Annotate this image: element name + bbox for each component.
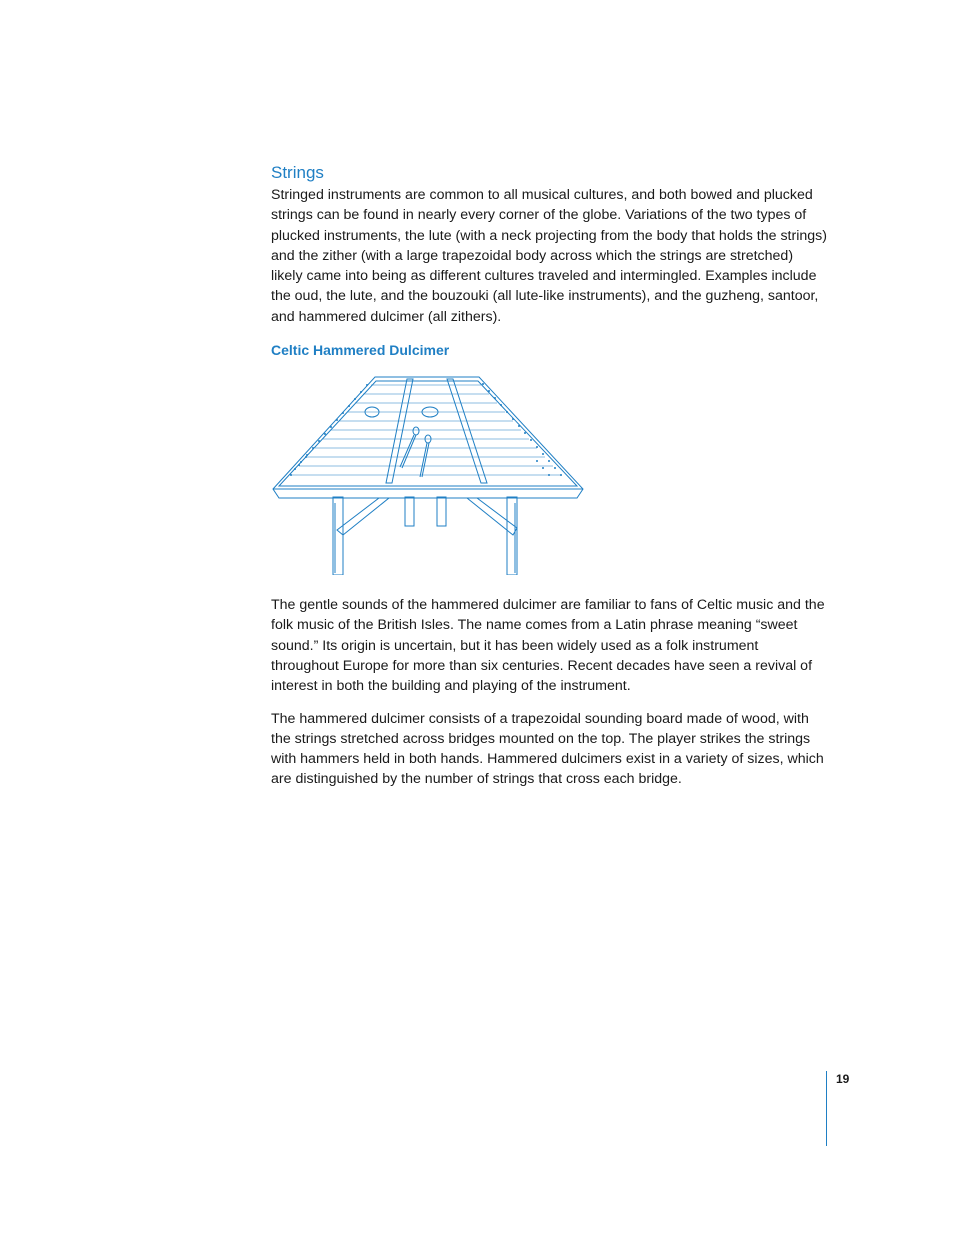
hammered-dulcimer-illustration: [271, 365, 591, 575]
dulcimer-body: [273, 377, 583, 498]
dulcimer-bridges: [386, 379, 487, 483]
description-paragraph-1: The gentle sounds of the hammered dulcimer are familiar to fans of Celtic music and the folk music of the British Isles. The name comes from a Latin phrase meaning “sweet sound.” Its origin is uncertain, but it has been widely used as a folk instrument throughout Europe for more than six centuries. Recent decades have seen a revival of interest in both the building and playing of the instrument.: [271, 597, 825, 695]
dulcimer-stand: [333, 497, 517, 575]
dulcimer-hammers: [400, 427, 431, 477]
description-paragraph-2: The hammered dulcimer consists of a trapezoidal sounding board made of wood, with the strings stretched across bridges mounted on the top. The player strikes the strings with hammers held in both hands. Hammered dulcimers exist in a variety of sizes, which are distinguished by the number of strings that cross each bridge.: [271, 710, 824, 788]
page-number: 19: [836, 1072, 850, 1086]
intro-paragraph: Stringed instruments are common to all musical cultures, and both bowed and plucked strings can be found in nearly every corner of the globe. Variations of the two types of plucked instruments, the lute (with a neck projecting from the body that holds the strings) and the zither (with a large trapezoidal body across which the strings are stretched) likely came into being as different cultures traveled and intermingled. Examples include the oud, the lute, and the bouzouki (all lute-like instruments), and the guzheng, santoor, and hammered dulcimer (all zithers).: [271, 187, 827, 325]
dulcimer-strings: [291, 385, 561, 475]
page-number-rule: [826, 1071, 827, 1146]
dulcimer-drawing: [271, 365, 591, 575]
page-content: [271, 162, 827, 790]
instrument-heading: Celtic Hammered Dulcimer: [271, 342, 450, 359]
section-title: Strings: [271, 163, 324, 182]
